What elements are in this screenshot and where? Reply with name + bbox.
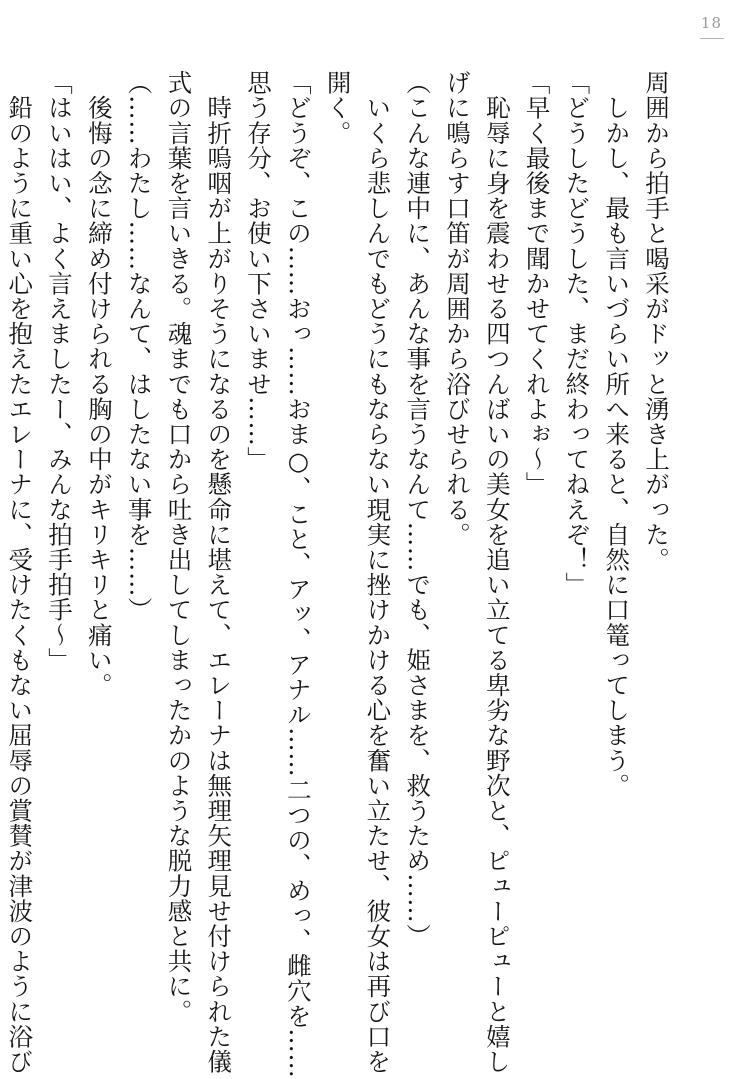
text-line: 「はいはい、よく言えましたー、みんな拍手拍手〜」: [45, 70, 75, 673]
text-line: 「どうぞ、この……おっ……おま○、こと、アッ、アナル……二つの、めっ、雌穴を……: [283, 70, 313, 1079]
text-line: 「早く最後まで聞かせてくれよぉ〜」: [522, 70, 552, 497]
text-line: 開く。: [323, 70, 353, 146]
text-line: 鉛のように重い心を抱えたエレーナに、受けたくもない屈辱の賞賛が津波のように浴び: [5, 70, 35, 1074]
text-line: しかし、最も言いづらい所へ来ると、自然に口篭ってしまう。: [602, 70, 632, 798]
text-line: （こんな連中に、あんな事を言うなんて……でも、姫さまを、救うため……）: [403, 70, 433, 949]
text-line: 時折嗚咽が上がりそうになるのを懸命に堪えて、エレーナは無理矢理見せ付けられた儀: [204, 70, 234, 1074]
page-number-rule: [700, 38, 724, 39]
text-line: いくら悲しんでもどうにもならない現実に挫けかける心を奮い立たせ、彼女は再び口を: [363, 70, 393, 1074]
text-line: 恥辱に身を震わせる四つんばいの美女を追い立てる卑劣な野次と、ピューピューと嬉し: [482, 70, 512, 1074]
text-line: 思う存分、お使い下さいませ……」: [244, 70, 274, 472]
text-line: （……わたし……なんて、はしたない事を……）: [124, 70, 154, 623]
text-line: げに鳴らす口笛が周囲から浴びせられる。: [443, 70, 473, 547]
page-number: 18: [700, 14, 722, 32]
text-line: 後悔の念に締め付けられる胸の中がキリキリと痛い。: [84, 70, 114, 698]
text-line: 周囲から拍手と喝采がドッと湧き上がった。: [642, 70, 671, 572]
text-line: 式の言葉を言いきる。魂までも口から吐き出してしまったかのような脱力感と共に。: [164, 70, 194, 1024]
text-line: 「どうしたどうした、まだ終わってねえぞ！」: [562, 70, 592, 598]
novel-text-block: [5, 70, 676, 1079]
